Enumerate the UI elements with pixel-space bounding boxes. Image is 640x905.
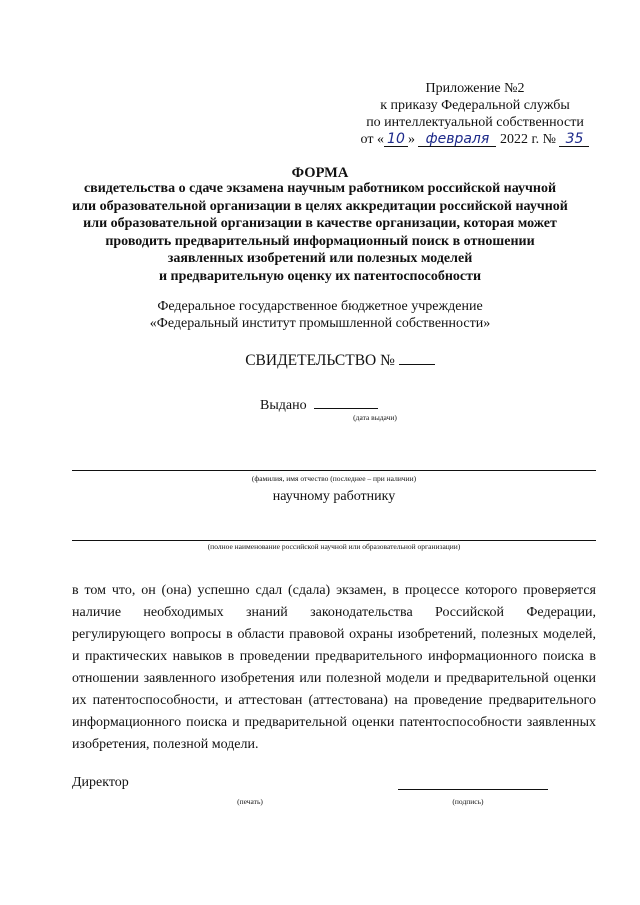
signature-line[interactable]	[398, 789, 548, 790]
institution-name	[100, 298, 540, 332]
institution-line-1: Федеральное государственное бюджетное учреждение	[157, 299, 483, 314]
date-day: 10	[384, 132, 408, 147]
heading-line: и предварительную оценку их патентоспособности	[158, 268, 482, 284]
to-researcher: научному работнику	[272, 489, 396, 504]
body-paragraph: в том что, он (она) успешно сдал (сдала) экзамен, в процессе которого проверяется наличие необходимых знаний законодательства Российской Федерации, регулирующего вопросы в области правовой охраны изобретений, полезных моделей, и практических навыков в проведении предварительного информационного поиска в отношении заявленного изобретения или полезной модели и предварительной оценки их патентоспособности, и аттестован (аттестована) на проведение предварительного информационного поиска и предварительной оценки патентоспособности заявленных изобретения, полезной модели.	[72, 583, 596, 752]
organization-caption: (полное наименование российской научной или образовательной организации)	[207, 542, 461, 551]
director-label: Директор	[72, 775, 129, 790]
date-year: 2022 г. №	[499, 132, 556, 147]
date-month: февраля	[418, 132, 496, 147]
certificate-label: СВИДЕТЕЛЬСТВО №	[245, 352, 395, 369]
heading-line: заявленных изобретений или полезных моделей	[167, 251, 473, 266]
seal-caption: (печать)	[237, 797, 263, 806]
appendix-date-row	[300, 131, 600, 148]
certificate-title	[200, 350, 480, 370]
issued-caption: (дата выдачи)	[353, 413, 397, 422]
appendix-block	[300, 80, 600, 148]
date-mid: »	[407, 132, 415, 147]
order-number: 35	[559, 132, 589, 147]
appendix-title: Приложение №2	[425, 81, 525, 96]
name-caption: (фамилия, имя отчество (последнее – при наличии)	[251, 474, 417, 483]
issued-row	[260, 394, 440, 414]
organization-field-line[interactable]	[72, 540, 596, 541]
heading-line: или образовательной организации в качестве организации, которая может	[83, 216, 557, 231]
signature-caption: (подпись)	[452, 797, 484, 806]
heading-line: свидетельства о сдаче экзамена научным работником российской научной	[83, 181, 557, 196]
issued-label: Выдано	[260, 398, 307, 413]
institution-line-2: «Федеральный институт промышленной собственности»	[149, 316, 491, 331]
form-heading	[60, 180, 580, 285]
certificate-number-field[interactable]	[399, 350, 435, 365]
form-title: ФОРМА	[291, 165, 349, 181]
date-prefix: от «	[360, 132, 384, 147]
appendix-service-line: по интеллектуальной собственности	[366, 115, 584, 130]
name-field-line[interactable]	[72, 470, 596, 471]
issued-date-field[interactable]	[314, 394, 378, 409]
heading-line: или образовательной организации в целях аккредитации российской научной	[72, 198, 568, 214]
appendix-order-line: к приказу Федеральной службы	[380, 98, 570, 113]
heading-line: проводить предварительный информационный поиск в отношении	[105, 233, 535, 249]
